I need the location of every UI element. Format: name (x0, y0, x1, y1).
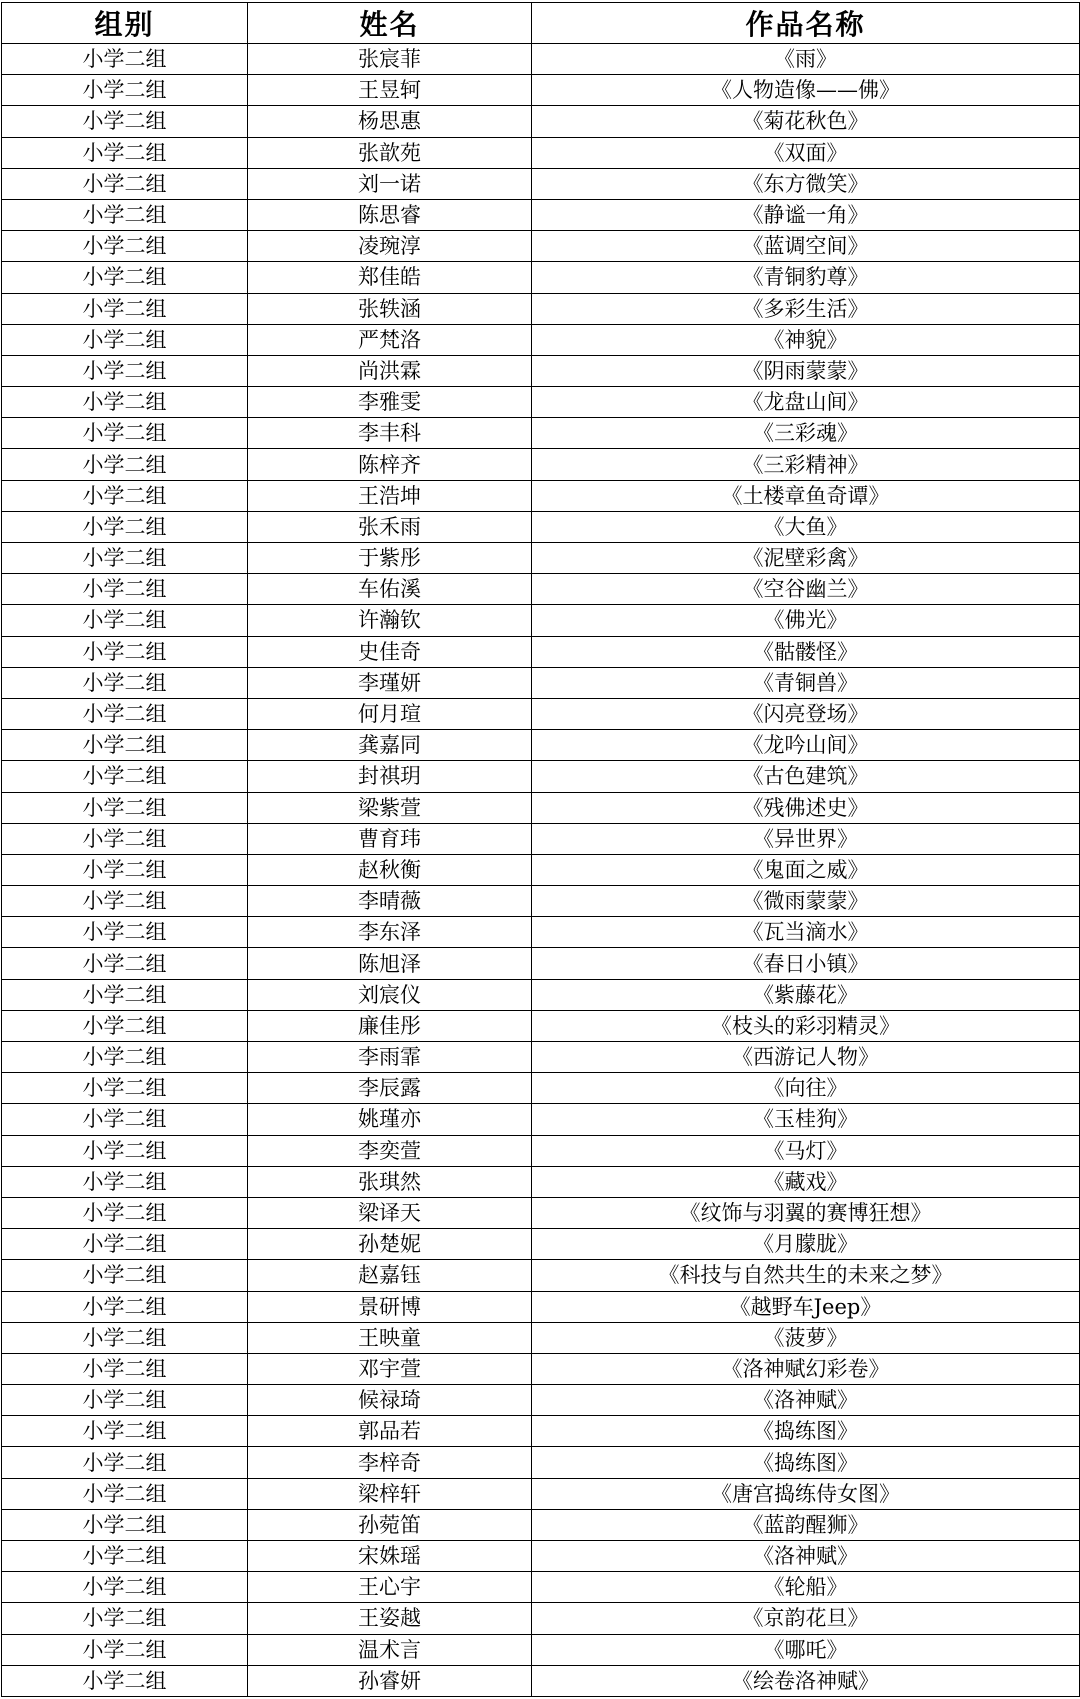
group-cell: 小学二组 (2, 1665, 248, 1696)
work-title-cell: 《蓝调空间》 (532, 231, 1080, 262)
group-cell: 小学二组 (2, 262, 248, 293)
table-row (2, 1353, 1080, 1384)
name-cell: 郑佳皓 (248, 262, 532, 293)
name-cell: 李奕萱 (248, 1135, 532, 1166)
table-row (2, 44, 1080, 75)
group-cell: 小学二组 (2, 917, 248, 948)
name-cell: 李瑾妍 (248, 667, 532, 698)
table-row (2, 1572, 1080, 1603)
table-row (2, 1665, 1080, 1696)
name-cell: 廉佳彤 (248, 1010, 532, 1041)
group-cell: 小学二组 (2, 387, 248, 418)
group-cell: 小学二组 (2, 1634, 248, 1665)
group-cell: 小学二组 (2, 1010, 248, 1041)
work-title-cell: 《绘卷洛神赋》 (532, 1665, 1080, 1696)
work-title-cell: 《土楼章鱼奇谭》 (532, 480, 1080, 511)
work-title-cell: 《鬼面之威》 (532, 854, 1080, 885)
group-cell: 小学二组 (2, 1385, 248, 1416)
name-cell: 李辰露 (248, 1073, 532, 1104)
group-cell: 小学二组 (2, 823, 248, 854)
work-title-cell: 《神貌》 (532, 324, 1080, 355)
work-title-cell: 《紫藤花》 (532, 979, 1080, 1010)
group-cell: 小学二组 (2, 574, 248, 605)
table-row (2, 886, 1080, 917)
work-title-cell: 《多彩生活》 (532, 293, 1080, 324)
table-row (2, 1447, 1080, 1478)
work-title-cell: 《捣练图》 (532, 1416, 1080, 1447)
group-cell: 小学二组 (2, 1073, 248, 1104)
table-row (2, 1229, 1080, 1260)
group-cell: 小学二组 (2, 667, 248, 698)
work-title-cell: 《哪吒》 (532, 1634, 1080, 1665)
name-cell: 刘一诺 (248, 168, 532, 199)
group-cell: 小学二组 (2, 106, 248, 137)
work-title-cell: 《京韵花旦》 (532, 1603, 1080, 1634)
table-row (2, 106, 1080, 137)
table-row (2, 543, 1080, 574)
work-title-cell: 《大鱼》 (532, 511, 1080, 542)
group-cell: 小学二组 (2, 854, 248, 885)
table-row (2, 199, 1080, 230)
group-cell: 小学二组 (2, 1166, 248, 1197)
table-row (2, 1509, 1080, 1540)
work-title-cell: 《纹饰与羽翼的赛博狂想》 (532, 1197, 1080, 1228)
group-cell: 小学二组 (2, 418, 248, 449)
table-row (2, 1634, 1080, 1665)
name-cell: 凌琬淳 (248, 231, 532, 262)
group-cell: 小学二组 (2, 511, 248, 542)
name-cell: 曹育玮 (248, 823, 532, 854)
table-row (2, 1104, 1080, 1135)
work-title-cell: 《泥壁彩禽》 (532, 543, 1080, 574)
work-title-cell: 《捣练图》 (532, 1447, 1080, 1478)
work-title-cell: 《瓦当滴水》 (532, 917, 1080, 948)
work-title-cell: 《龙盘山间》 (532, 387, 1080, 418)
name-cell: 梁译天 (248, 1197, 532, 1228)
name-cell: 陈梓齐 (248, 449, 532, 480)
group-cell: 小学二组 (2, 231, 248, 262)
name-cell: 候禄琦 (248, 1385, 532, 1416)
header-group: 组别 (2, 3, 248, 44)
group-cell: 小学二组 (2, 137, 248, 168)
table-row (2, 1478, 1080, 1509)
group-cell: 小学二组 (2, 948, 248, 979)
table-row (2, 1042, 1080, 1073)
work-title-cell: 《空谷幽兰》 (532, 574, 1080, 605)
table-row (2, 854, 1080, 885)
work-title-cell: 《双面》 (532, 137, 1080, 168)
table-row (2, 1073, 1080, 1104)
name-cell: 孙楚妮 (248, 1229, 532, 1260)
group-cell: 小学二组 (2, 1042, 248, 1073)
name-cell: 张歆苑 (248, 137, 532, 168)
table-row (2, 823, 1080, 854)
name-cell: 王昱轲 (248, 75, 532, 106)
table-row (2, 792, 1080, 823)
table-row (2, 1010, 1080, 1041)
group-cell: 小学二组 (2, 1603, 248, 1634)
name-cell: 王浩坤 (248, 480, 532, 511)
work-title-cell: 《闪亮登场》 (532, 698, 1080, 729)
name-cell: 邓宇萱 (248, 1353, 532, 1384)
work-title-cell: 《三彩魂》 (532, 418, 1080, 449)
group-cell: 小学二组 (2, 355, 248, 386)
name-cell: 封祺玥 (248, 761, 532, 792)
group-cell: 小学二组 (2, 1197, 248, 1228)
group-cell: 小学二组 (2, 1104, 248, 1135)
results-table (1, 2, 1080, 1697)
name-cell: 李晴薇 (248, 886, 532, 917)
work-title-cell: 《越野车Jeep》 (532, 1291, 1080, 1322)
header-name: 姓名 (248, 3, 532, 44)
name-cell: 车佑溪 (248, 574, 532, 605)
table-row (2, 948, 1080, 979)
work-title-cell: 《青铜兽》 (532, 667, 1080, 698)
name-cell: 何月瑄 (248, 698, 532, 729)
table-row (2, 324, 1080, 355)
name-cell: 梁紫萱 (248, 792, 532, 823)
group-cell: 小学二组 (2, 1353, 248, 1384)
group-cell: 小学二组 (2, 792, 248, 823)
group-cell: 小学二组 (2, 1572, 248, 1603)
table-header (2, 3, 1080, 44)
work-title-cell: 《东方微笑》 (532, 168, 1080, 199)
work-title-cell: 《骷髅怪》 (532, 636, 1080, 667)
header-work-title: 作品名称 (532, 3, 1080, 44)
table-row (2, 917, 1080, 948)
table-row (2, 511, 1080, 542)
table-row (2, 1385, 1080, 1416)
table-row (2, 387, 1080, 418)
group-cell: 小学二组 (2, 324, 248, 355)
table-row (2, 480, 1080, 511)
name-cell: 张轶涵 (248, 293, 532, 324)
table-row (2, 1260, 1080, 1291)
name-cell: 郭品若 (248, 1416, 532, 1447)
work-title-cell: 《阴雨蒙蒙》 (532, 355, 1080, 386)
work-title-cell: 《马灯》 (532, 1135, 1080, 1166)
group-cell: 小学二组 (2, 293, 248, 324)
table-row (2, 605, 1080, 636)
group-cell: 小学二组 (2, 480, 248, 511)
table-row (2, 1603, 1080, 1634)
table-row (2, 137, 1080, 168)
group-cell: 小学二组 (2, 1509, 248, 1540)
group-cell: 小学二组 (2, 168, 248, 199)
work-title-cell: 《玉桂狗》 (532, 1104, 1080, 1135)
name-cell: 张宸菲 (248, 44, 532, 75)
name-cell: 陈思睿 (248, 199, 532, 230)
group-cell: 小学二组 (2, 1478, 248, 1509)
name-cell: 王姿越 (248, 1603, 532, 1634)
work-title-cell: 《菊花秋色》 (532, 106, 1080, 137)
work-title-cell: 《科技与自然共生的未来之梦》 (532, 1260, 1080, 1291)
work-title-cell: 《菠萝》 (532, 1322, 1080, 1353)
name-cell: 梁梓轩 (248, 1478, 532, 1509)
work-title-cell: 《龙吟山间》 (532, 730, 1080, 761)
group-cell: 小学二组 (2, 1229, 248, 1260)
name-cell: 龚嘉同 (248, 730, 532, 761)
name-cell: 李雅雯 (248, 387, 532, 418)
name-cell: 温术言 (248, 1634, 532, 1665)
name-cell: 许瀚钦 (248, 605, 532, 636)
group-cell: 小学二组 (2, 979, 248, 1010)
table-row (2, 730, 1080, 761)
work-title-cell: 《残佛述史》 (532, 792, 1080, 823)
group-cell: 小学二组 (2, 636, 248, 667)
group-cell: 小学二组 (2, 1322, 248, 1353)
name-cell: 景研博 (248, 1291, 532, 1322)
name-cell: 王心宇 (248, 1572, 532, 1603)
table-row (2, 1541, 1080, 1572)
group-cell: 小学二组 (2, 1447, 248, 1478)
table-row (2, 1135, 1080, 1166)
name-cell: 赵秋衡 (248, 854, 532, 885)
table-row (2, 1416, 1080, 1447)
work-title-cell: 《蓝韵醒狮》 (532, 1509, 1080, 1540)
name-cell: 张琪然 (248, 1166, 532, 1197)
name-cell: 孙菀笛 (248, 1509, 532, 1540)
table-row (2, 667, 1080, 698)
name-cell: 赵嘉钰 (248, 1260, 532, 1291)
work-title-cell: 《藏戏》 (532, 1166, 1080, 1197)
table-row (2, 1291, 1080, 1322)
work-title-cell: 《轮船》 (532, 1572, 1080, 1603)
group-cell: 小学二组 (2, 199, 248, 230)
name-cell: 李雨霏 (248, 1042, 532, 1073)
group-cell: 小学二组 (2, 1416, 248, 1447)
table-row (2, 418, 1080, 449)
table-row (2, 761, 1080, 792)
work-title-cell: 《月朦胧》 (532, 1229, 1080, 1260)
table-row (2, 449, 1080, 480)
work-title-cell: 《洛神赋》 (532, 1541, 1080, 1572)
name-cell: 刘宸仪 (248, 979, 532, 1010)
name-cell: 姚瑾亦 (248, 1104, 532, 1135)
table-row (2, 698, 1080, 729)
table-row (2, 168, 1080, 199)
group-cell: 小学二组 (2, 1291, 248, 1322)
table-row (2, 1197, 1080, 1228)
name-cell: 王映童 (248, 1322, 532, 1353)
group-cell: 小学二组 (2, 543, 248, 574)
table-row (2, 355, 1080, 386)
work-title-cell: 《异世界》 (532, 823, 1080, 854)
work-title-cell: 《雨》 (532, 44, 1080, 75)
work-title-cell: 《古色建筑》 (532, 761, 1080, 792)
name-cell: 孙睿妍 (248, 1665, 532, 1696)
name-cell: 尚洪霖 (248, 355, 532, 386)
table-body (2, 44, 1080, 1697)
group-cell: 小学二组 (2, 698, 248, 729)
group-cell: 小学二组 (2, 730, 248, 761)
group-cell: 小学二组 (2, 75, 248, 106)
work-title-cell: 《洛神赋》 (532, 1385, 1080, 1416)
work-title-cell: 《佛光》 (532, 605, 1080, 636)
group-cell: 小学二组 (2, 1541, 248, 1572)
work-title-cell: 《静谧一角》 (532, 199, 1080, 230)
work-title-cell: 《枝头的彩羽精灵》 (532, 1010, 1080, 1041)
group-cell: 小学二组 (2, 1135, 248, 1166)
work-title-cell: 《洛神赋幻彩卷》 (532, 1353, 1080, 1384)
table-row (2, 574, 1080, 605)
name-cell: 李丰科 (248, 418, 532, 449)
name-cell: 李东泽 (248, 917, 532, 948)
work-title-cell: 《春日小镇》 (532, 948, 1080, 979)
name-cell: 张禾雨 (248, 511, 532, 542)
table-row (2, 262, 1080, 293)
table-row (2, 1166, 1080, 1197)
group-cell: 小学二组 (2, 1260, 248, 1291)
group-cell: 小学二组 (2, 449, 248, 480)
name-cell: 宋姝瑶 (248, 1541, 532, 1572)
table-row (2, 1322, 1080, 1353)
name-cell: 于紫彤 (248, 543, 532, 574)
work-title-cell: 《西游记人物》 (532, 1042, 1080, 1073)
name-cell: 史佳奇 (248, 636, 532, 667)
name-cell: 陈旭泽 (248, 948, 532, 979)
table-row (2, 293, 1080, 324)
name-cell: 李梓奇 (248, 1447, 532, 1478)
name-cell: 杨思惠 (248, 106, 532, 137)
work-title-cell: 《向往》 (532, 1073, 1080, 1104)
work-title-cell: 《人物造像——佛》 (532, 75, 1080, 106)
work-title-cell: 《唐宫捣练侍女图》 (532, 1478, 1080, 1509)
group-cell: 小学二组 (2, 761, 248, 792)
work-title-cell: 《三彩精神》 (532, 449, 1080, 480)
table-row (2, 231, 1080, 262)
table-row (2, 979, 1080, 1010)
group-cell: 小学二组 (2, 605, 248, 636)
group-cell: 小学二组 (2, 44, 248, 75)
name-cell: 严梵洛 (248, 324, 532, 355)
header-row (2, 3, 1080, 44)
table-row (2, 75, 1080, 106)
table-row (2, 636, 1080, 667)
work-title-cell: 《青铜豹尊》 (532, 262, 1080, 293)
group-cell: 小学二组 (2, 886, 248, 917)
work-title-cell: 《微雨蒙蒙》 (532, 886, 1080, 917)
